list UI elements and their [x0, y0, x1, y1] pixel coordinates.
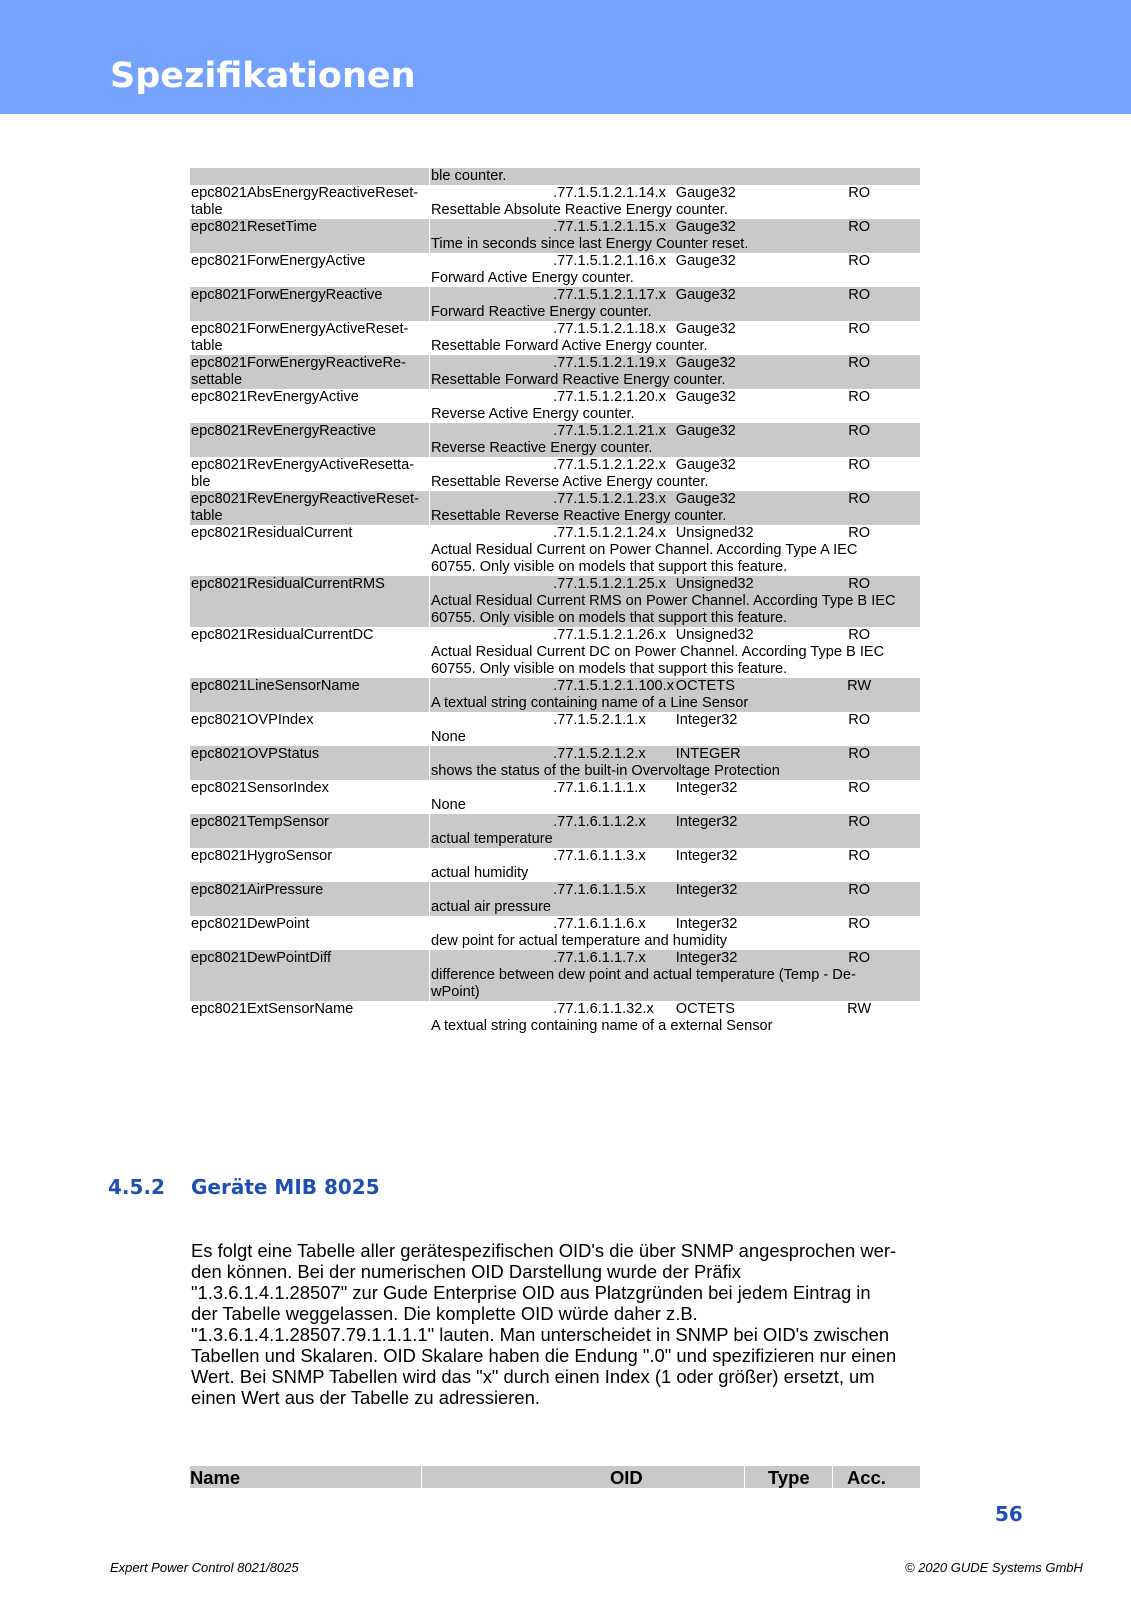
oid-name: epc8021RevEnergyActiveResetta- ble [190, 457, 430, 491]
oid-name: epc8021LineSensorName [190, 678, 430, 712]
footer-right: © 2020 GUDE Systems GmbH [905, 1560, 1083, 1575]
row-spacer [430, 848, 553, 865]
table-row [190, 321, 920, 338]
oid-access: RO [797, 423, 920, 440]
oid-type: Unsigned32 [675, 525, 754, 541]
oid-access: RO [848, 712, 871, 728]
oid-value: .77.1.5.1.2.1.21.x [552, 423, 675, 440]
oid-name: epc8021ForwEnergyActive [190, 253, 430, 287]
page-number: 56 [995, 1502, 1023, 1526]
oid-name: epc8021AbsEnergyReactiveReset- table [190, 185, 430, 219]
oid-name: epc8021ResidualCurrentRMS [190, 576, 430, 627]
row-spacer [430, 950, 553, 967]
table-row [190, 525, 920, 542]
oid-name: epc8021ResidualCurrentDC [190, 627, 430, 678]
oid-description: actual temperature [430, 831, 921, 848]
oid-value: .77.1.5.1.2.1.15.x [552, 219, 675, 236]
table-row [190, 389, 920, 406]
oid-description: shows the status of the built-in Overvoltage Protection [430, 763, 921, 780]
oid-access: RO [797, 814, 920, 831]
table-row [190, 950, 920, 967]
oid-description: Actual Residual Current DC on Power Channel. According Type B IEC 60755. Only visible on models that support this feature. [431, 644, 885, 677]
table-row [190, 916, 920, 933]
oid-value: .77.1.5.1.2.1.18.x [553, 321, 666, 337]
table-row [190, 1001, 920, 1018]
oid-description: None [431, 729, 466, 745]
oid-access: RO [848, 525, 871, 541]
row-spacer [430, 814, 553, 831]
table-row [190, 219, 920, 236]
oid-name: epc8021RevEnergyReactive [190, 423, 430, 457]
oid-type: Gauge32 [675, 253, 736, 269]
oid-description: actual humidity [431, 865, 529, 881]
oid-type: Integer32 [675, 950, 798, 967]
oid-name: epc8021OVPIndex [190, 712, 430, 746]
table-row [190, 746, 920, 763]
oid-name: epc8021ForwEnergyReactive [190, 287, 430, 321]
oid-access: RO [797, 287, 920, 304]
oid-description: Resettable Absolute Reactive Energy counter. [431, 202, 728, 218]
oid-type: Gauge32 [675, 355, 798, 372]
oid-access: RO [797, 746, 920, 763]
oid-value: .77.1.5.1.2.1.26.x [553, 627, 666, 643]
oid-name: epc8021DewPointDiff [190, 950, 430, 1001]
row-spacer [430, 185, 553, 202]
oid-name: epc8021AirPressure [190, 882, 430, 916]
table-row [190, 780, 920, 797]
table-row [190, 287, 920, 304]
oid-name: epc8021ExtSensorName [190, 1001, 430, 1035]
oid-value: .77.1.6.1.1.2.x [552, 814, 675, 831]
oid-description: Actual Residual Current RMS on Power Channel. According Type B IEC 60755. Only visible on models that support this feature. [430, 593, 921, 627]
oid-value: .77.1.5.2.1.1.x [553, 712, 646, 728]
row-spacer [430, 712, 553, 729]
oid-value: .77.1.6.1.1.5.x [552, 882, 675, 899]
section-title: Geräte MIB 8025 [191, 1175, 380, 1199]
oid-name: epc8021TempSensor [190, 814, 430, 848]
oid-description: A textual string containing name of a external Sensor [431, 1018, 773, 1034]
section-number: 4.5.2 [108, 1175, 165, 1199]
oid-type: Integer32 [675, 916, 738, 932]
table-row [190, 882, 920, 899]
row-spacer [430, 219, 553, 236]
oid-value: .77.1.5.1.2.1.100.x [553, 678, 675, 694]
row-spacer [430, 882, 553, 899]
oid-value: .77.1.6.1.1.32.x [553, 1001, 654, 1017]
oid-type: Integer32 [675, 712, 738, 728]
oid-name: epc8021RevEnergyActive [190, 389, 430, 423]
header-oid: OID [610, 1467, 643, 1488]
oid-access: RO [848, 916, 871, 932]
oid-description: difference between dew point and actual temperature (Temp - De- wPoint) [430, 967, 921, 1001]
table-row [190, 576, 920, 593]
table-row [190, 814, 920, 831]
oid-description: None [431, 797, 466, 813]
oid-description: dew point for actual temperature and humidity [431, 933, 728, 949]
oid-access: RO [797, 950, 920, 967]
oid-type: Gauge32 [675, 321, 736, 337]
table-row-description [190, 168, 920, 185]
oid-access: RO [848, 389, 871, 405]
oid-type: Unsigned32 [675, 576, 798, 593]
oid-type: Unsigned32 [675, 627, 754, 643]
oid-value: .77.1.6.1.1.3.x [553, 848, 646, 864]
table-row [190, 423, 920, 440]
oid-type: INTEGER [675, 746, 798, 763]
oid-value: .77.1.5.1.2.1.22.x [553, 457, 666, 473]
row-spacer [430, 321, 553, 338]
oid-type: Gauge32 [675, 219, 798, 236]
oid-description: Resettable Forward Reactive Energy counter. [430, 372, 921, 389]
oid-access: RO [797, 576, 920, 593]
oid-description: Resettable Forward Active Energy counter. [431, 338, 708, 354]
footer-left: Expert Power Control 8021/8025 [110, 1560, 299, 1575]
oid-access: RO [848, 321, 871, 337]
row-spacer [430, 457, 553, 474]
oid-access: RO [797, 355, 920, 372]
oid-name: epc8021ResetTime [190, 219, 430, 253]
oid-access: RO [848, 780, 871, 796]
table-header [190, 1466, 920, 1488]
oid-type: Integer32 [675, 780, 738, 796]
row-spacer [430, 253, 553, 270]
oid-access: RW [847, 1001, 872, 1017]
row-spacer [430, 389, 553, 406]
oid-value: .77.1.5.1.2.1.23.x [552, 491, 675, 508]
oid-name [190, 168, 430, 185]
row-spacer [430, 1001, 553, 1018]
oid-type: Gauge32 [675, 457, 736, 473]
oid-type: Gauge32 [675, 287, 798, 304]
oid-access: RO [848, 627, 871, 643]
oid-name: epc8021SensorIndex [190, 780, 430, 814]
oid-table [190, 168, 920, 1035]
oid-value: .77.1.5.2.1.2.x [552, 746, 675, 763]
oid-name: epc8021ForwEnergyReactiveRe- settable [190, 355, 430, 389]
oid-type: Integer32 [675, 814, 798, 831]
oid-type: Gauge32 [675, 185, 736, 201]
oid-type: OCTETS [675, 1001, 735, 1017]
table-row [190, 253, 920, 270]
table-row [190, 491, 920, 508]
table-row [190, 355, 920, 372]
oid-value: .77.1.5.1.2.1.24.x [553, 525, 666, 541]
oid-description: Resettable Reverse Active Energy counter. [431, 474, 709, 490]
oid-value: .77.1.6.1.1.1.x [553, 780, 646, 796]
oid-type: Gauge32 [675, 423, 798, 440]
oid-access: RW [797, 678, 920, 695]
oid-access: RO [848, 848, 871, 864]
header-name: Name [190, 1467, 241, 1488]
oid-value: .77.1.5.1.2.1.25.x [552, 576, 675, 593]
oid-value: .77.1.5.1.2.1.20.x [553, 389, 666, 405]
row-spacer [430, 780, 553, 797]
row-spacer [430, 916, 553, 933]
oid-description: Time in seconds since last Energy Counter reset. [430, 236, 921, 253]
oid-access: RO [797, 882, 920, 899]
header-type: Type [768, 1467, 810, 1488]
oid-description: Reverse Reactive Energy counter. [430, 440, 921, 457]
oid-access: RO [797, 219, 920, 236]
oid-name: epc8021DewPoint [190, 916, 430, 950]
oid-description: Actual Residual Current on Power Channel. According Type A IEC 60755. Only visible on models that support this feature. [431, 542, 858, 575]
row-spacer [430, 525, 553, 542]
row-spacer [430, 423, 553, 440]
oid-type: Integer32 [675, 882, 798, 899]
oid-type: OCTETS [675, 678, 798, 695]
oid-description: Forward Active Energy counter. [431, 270, 634, 286]
intro-paragraph [191, 1240, 921, 1408]
oid-access: RO [797, 491, 920, 508]
page-title: Spezifikationen [110, 56, 416, 96]
row-spacer [430, 627, 553, 644]
paragraph-text: Es folgt eine Tabelle aller gerätespezifischen OID's die über SNMP angesprochen wer- den können. Bei der numerischen OID Darstellung wurde der Präfix "1.3.6.1.4.1.28507" zur Gude Enterprise OID aus Platzgründen bei jedem Eintrag in der Tabelle weggelassen. Die komplette OID würde daher z.B. "1.3.6.1.4.1.28507.79.1.1.1.1" lauten. Man unterscheidet in SNMP bei OID's zwischen Tabellen und Skalaren. OID Skalare haben die Endung ".0" und spezifizieren nur einen Wert. Bei SNMP Tabellen wird das "x" durch einen Index (1 oder größer) ersetzt, um einen Wert aus der Tabelle zu adressieren. [191, 1240, 897, 1408]
oid-description: Reverse Active Energy counter. [431, 406, 635, 422]
oid-value: .77.1.5.1.2.1.19.x [552, 355, 675, 372]
table-row [190, 712, 920, 729]
row-spacer [430, 678, 553, 695]
table-row [190, 678, 920, 695]
row-spacer [430, 287, 553, 304]
oid-type: Gauge32 [675, 389, 736, 405]
oid-value: .77.1.5.1.2.1.14.x [553, 185, 666, 201]
row-spacer [430, 491, 553, 508]
table-row [190, 185, 920, 202]
oid-name: epc8021ResidualCurrent [190, 525, 430, 576]
oid-name: epc8021HygroSensor [190, 848, 430, 882]
oid-value: .77.1.6.1.1.7.x [552, 950, 675, 967]
oid-name: epc8021ForwEnergyActiveReset- table [190, 321, 430, 355]
oid-name: epc8021RevEnergyReactiveReset- table [190, 491, 430, 525]
table-row [190, 627, 920, 644]
oid-description: Forward Reactive Energy counter. [430, 304, 921, 321]
oid-description: ble counter. [430, 168, 921, 185]
oid-description: actual air pressure [430, 899, 921, 916]
oid-type: Integer32 [675, 848, 738, 864]
oid-access: RO [848, 253, 871, 269]
row-spacer [430, 576, 553, 593]
oid-access: RO [848, 457, 871, 473]
header-banner [0, 0, 1131, 114]
oid-name: epc8021OVPStatus [190, 746, 430, 780]
oid-value: .77.1.6.1.1.6.x [553, 916, 646, 932]
row-spacer [430, 746, 553, 763]
oid-type: Gauge32 [675, 491, 798, 508]
table-row [190, 457, 920, 474]
oid-access: RO [848, 185, 871, 201]
table-row [190, 848, 920, 865]
oid-value: .77.1.5.1.2.1.16.x [553, 253, 666, 269]
oid-description: A textual string containing name of a Line Sensor [430, 695, 921, 712]
row-spacer [430, 355, 553, 372]
oid-description: Resettable Reverse Reactive Energy counter. [430, 508, 921, 525]
header-acc: Acc. [847, 1467, 886, 1488]
oid-value: .77.1.5.1.2.1.17.x [552, 287, 675, 304]
